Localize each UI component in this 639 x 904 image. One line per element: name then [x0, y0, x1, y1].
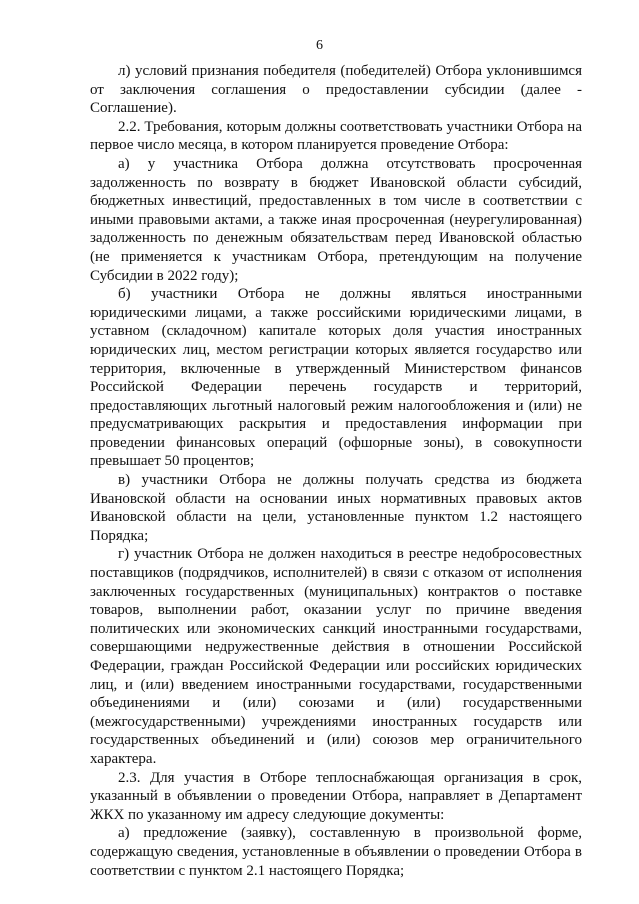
- paragraph-2-2-requirements: 2.2. Требования, которым должны соответствовать участники Отбора на первое число месяца, в котором планируется проведение Отбора:: [90, 118, 582, 154]
- paragraph-2-2b-no-foreign-entities: б) участники Отбора не должны являться иностранными юридическими лицами, а также российскими юридическими лицами, в уставном (складочном) капитале которых доля участия иностранных юридических лиц, местом регистрации которых является государство или территория, включенные в утвержденный Министерством финансов Российской Федерации перечень государств и территорий, предоставляющих льготный налоговый режим налогообложения и (или) не предусматривающих раскрытия и предоставления информации при проведении финансовых операций (офшорные зоны), в совокупности превышает 50 процентов;: [90, 286, 582, 470]
- paragraph-2-3a-application: а) предложение (заявку), составленную в произвольной форме, содержащую сведения, установленные в объявлении о проведении Отбора в соответствии с пунктом 2.1 настоящего Порядка;: [90, 825, 582, 879]
- document-body: [90, 62, 582, 880]
- page-number: 6: [316, 38, 323, 53]
- paragraph-2-2g-no-unfair-suppliers-registry: г) участник Отбора не должен находиться в реестре недобросовестных поставщиков (подрядчиков, исполнителей) в связи с отказом от исполнения заключенных государственных (муниципальных) контрактов о поставке товаров, выполнении работ, оказании услуг по причине введения политических или экономических санкций иностранными государствами, совершающими недружественные действия в отношении Российской Федерации, граждан Российской Федерации или российских юридических лиц, и (или) введением иностранными государствами, государственными объединениями и (или) союзами и (или) государственными (межгосударственными) учреждениями иностранных государств или государственных объединений и (или) союзов мер ограничительного характера.: [90, 546, 582, 767]
- paragraph-2-2a-no-debt: а) у участника Отбора должна отсутствовать просроченная задолженность по возврату в бюджет Ивановской области субсидий, бюджетных инвестиций, предоставленных в том числе в соответствии с иными правовыми актами, а также иная просроченная (неурегулированная) задолженность по денежным обязательствам перед Ивановской областью (не применяется к участникам Отбора, претендующим на получение Субсидии в 2022 году);: [90, 155, 582, 284]
- paragraph-2-2v-no-other-funds: в) участники Отбора не должны получать средства из бюджета Ивановской области на основании иных нормативных правовых актов Ивановской области на цели, установленные пунктом 1.2 настоящего Порядка;: [90, 472, 582, 544]
- paragraph-2-3-participation-documents: 2.3. Для участия в Отборе теплоснабжающая организация в срок, указанный в объявлении о проведении Отбора, направляет в Департамент ЖКХ по указанному им адресу следующие документы:: [90, 769, 582, 823]
- paragraph-1l-winner-evasion: л) условий признания победителя (победителей) Отбора уклонившимся от заключения соглашения о предоставлении субсидии (далее - Соглашение).: [90, 63, 582, 117]
